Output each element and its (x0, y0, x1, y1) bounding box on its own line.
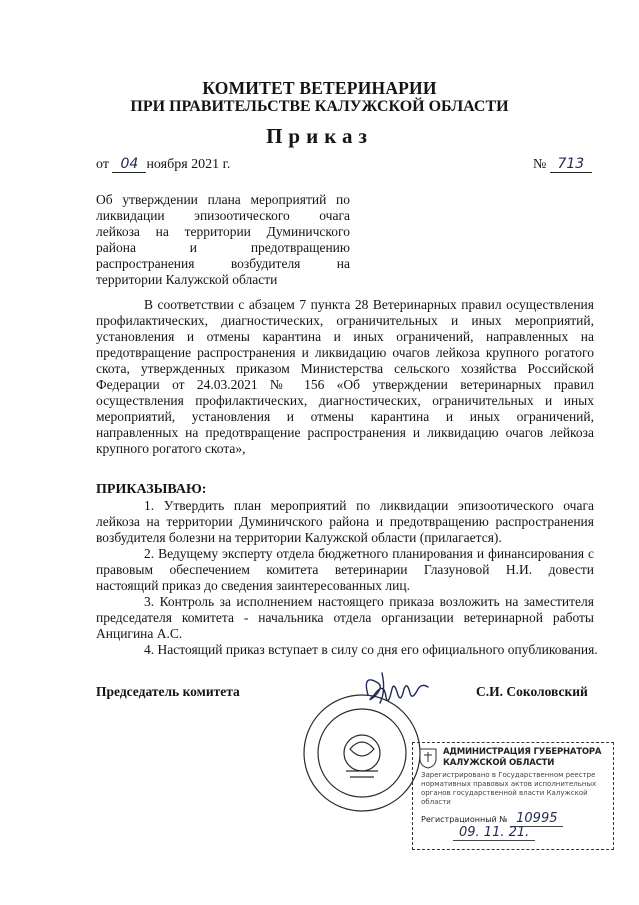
item-line: правовым обеспечением комитета ветеринарии Глазуновой Н.И. довести (96, 562, 594, 577)
order-number (533, 156, 592, 173)
registration-subtitle: Зарегистрировано в Государственном реестре нормативных правовых актов исполнительных органов государственной власти Калужской области (421, 771, 597, 806)
order-item-4 (96, 642, 598, 658)
seal-emblem (344, 735, 380, 771)
registration-number (413, 807, 613, 825)
item-line: председателя комитета - начальника отдела организации ветеринарной работы (96, 610, 594, 625)
seal-eagle-icon (350, 742, 374, 756)
order-items (96, 498, 598, 658)
preamble-line: Федерации от 24.03.2021 № 156 «Об утверждении ветеринарных правил (96, 377, 594, 392)
number-value-handwritten: 713 (550, 156, 592, 173)
registration-number-label: Регистрационный № (421, 815, 508, 824)
handwritten-signature-icon (366, 673, 428, 703)
seal-inner-ring (318, 709, 406, 797)
registration-date (413, 825, 613, 838)
preamble-line: направленных на предотвращение распространения и ликвидацию очагов лейкоза (96, 425, 594, 440)
order-date (96, 156, 230, 173)
preamble-line: предотвращение распространения и ликвидацию очагов лейкоза крупного рогатого (96, 345, 594, 360)
coat-of-arms-icon (416, 746, 440, 770)
preamble-line: профилактических, диагностических, ограничительных и иных мероприятий, (96, 313, 594, 328)
item-line: возбудителя болезни на территории Калужской области (прилагается). (96, 530, 502, 545)
registration-title: АДМИНИСТРАЦИЯ ГУБЕРНАТОРА КАЛУЖСКОЙ ОБЛАСТИ (443, 747, 602, 768)
date-rest: ноября 2021 г. (146, 157, 231, 172)
order-item-2 (96, 546, 594, 594)
preamble-line: мероприятий, установления и отмены карантина и иных ограничений, (96, 409, 594, 424)
document-type-title: Приказ (266, 124, 373, 148)
subject-line: территории Калужской области (96, 272, 278, 287)
preamble-line: установления и отмены карантина и иных ограничений, направленных на (96, 329, 594, 344)
subject-line: Об утверждении плана мероприятий по (96, 192, 350, 207)
org-name-line2: ПРИ ПРАВИТЕЛЬСТВЕ КАЛУЖСКОЙ ОБЛАСТИ (130, 98, 509, 115)
order-subject (96, 192, 350, 288)
date-day-handwritten: 04 (112, 156, 146, 173)
preamble-line: В соответствии с абзацем 7 пункта 28 Ветеринарных правил осуществления (144, 297, 594, 312)
number-prefix: № (533, 157, 547, 172)
seal-outer-ring (304, 695, 420, 811)
org-name-line1: КОМИТЕТ ВЕТЕРИНАРИИ (202, 78, 437, 98)
registration-stamp (412, 742, 614, 850)
item-line: 1. Утвердить план мероприятий по ликвидации эпизоотического очага (144, 498, 594, 513)
preamble-line: осуществления профилактических, диагностических, ограничительных и иных (96, 393, 594, 408)
signatory-title: Председатель комитета (96, 684, 240, 699)
item-line: Анцигина А.С. (96, 626, 183, 641)
subject-line: района и предотвращению (96, 240, 350, 255)
item-line: 2. Ведущему эксперту отдела бюджетного планирования и финансирования с (144, 546, 594, 561)
item-line: лейкоза на территории Думиничского района и предотвращению распространения (96, 514, 594, 529)
preamble-line: крупного рогатого скота», (96, 441, 246, 456)
item-line: 3. Контроль за исполнением настоящего приказа возложить на заместителя (144, 594, 594, 609)
subject-line: распространения возбудителя на (96, 256, 350, 271)
order-word: ПРИКАЗЫВАЮ: (96, 482, 207, 497)
item-line: 4. Настоящий приказ вступает в силу со дня его официального опубликования. (144, 642, 598, 657)
signatory-name: С.И. Соколовский (476, 684, 588, 699)
registration-number-value: 10995 (510, 811, 563, 827)
preamble-paragraph (96, 297, 594, 457)
date-prefix: от (96, 157, 109, 172)
preamble-line: скота, утвержденных приказом Министерства сельского хозяйства Российской (96, 361, 594, 376)
subject-line: лейкоза на территории Думиничского (96, 224, 350, 239)
order-item-1 (96, 498, 594, 546)
order-item-3 (96, 594, 594, 642)
registration-date-value: 09. 11. 21. (453, 825, 535, 841)
item-line: настоящий приказ до сведения заинтересованных лиц. (96, 578, 410, 593)
subject-line: ликвидации эпизоотического очага (96, 208, 350, 223)
